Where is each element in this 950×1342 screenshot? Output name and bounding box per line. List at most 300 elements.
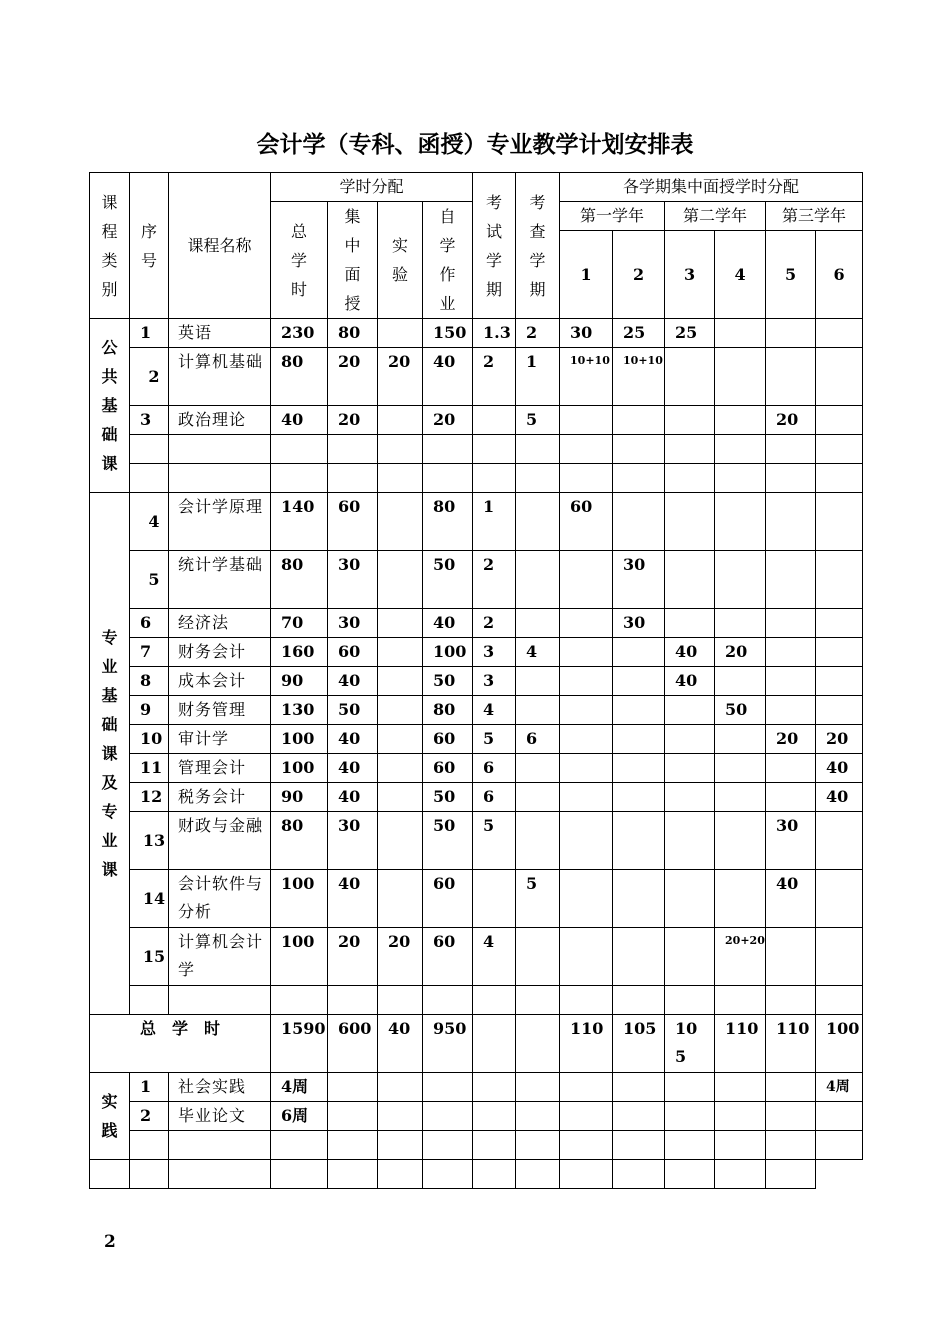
course-name-cell: 财政与金融	[169, 812, 271, 870]
cell-self: 80	[423, 696, 473, 725]
cell-face: 20	[328, 928, 378, 986]
cell-self: 50	[423, 812, 473, 870]
cell-t6	[816, 638, 863, 667]
cell-t3	[665, 348, 715, 406]
cell-exp	[378, 638, 423, 667]
cell-check: 6	[516, 725, 560, 754]
cell-face: 80	[328, 319, 378, 348]
course-name-cell: 成本会计	[169, 667, 271, 696]
table-row	[90, 1073, 863, 1102]
empty-cell	[665, 1160, 715, 1189]
total-t2: 105	[613, 1015, 665, 1073]
header-category: 课 程 类 别	[90, 173, 130, 319]
cell-check	[516, 696, 560, 725]
cell-exp	[378, 609, 423, 638]
table-row	[90, 638, 863, 667]
seq-cell: 12	[130, 783, 169, 812]
cell-t4	[715, 1102, 766, 1131]
seq-cell: 4	[130, 493, 169, 551]
empty-cell	[271, 464, 328, 493]
cell-t6	[816, 928, 863, 986]
cell-t2: 10+10	[613, 348, 665, 406]
cell-self: 40	[423, 348, 473, 406]
empty-cell	[271, 435, 328, 464]
header-face-teaching: 集 中 面 授	[328, 202, 378, 319]
seq-cell: 11	[130, 754, 169, 783]
seq-cell: 7	[130, 638, 169, 667]
cell-total: 100	[271, 870, 328, 928]
cell-check	[516, 1102, 560, 1131]
course-name-cell: 社会实践	[169, 1073, 271, 1102]
table-row	[90, 928, 863, 986]
cell-t1: 10+10	[560, 348, 613, 406]
cell-t6	[816, 667, 863, 696]
cell-t2	[613, 406, 665, 435]
cell-total: 160	[271, 638, 328, 667]
header-experiment: 实 验	[378, 202, 423, 319]
cell-total: 100	[271, 928, 328, 986]
seq-cell: 2	[130, 1102, 169, 1131]
total-check	[516, 1015, 560, 1073]
empty-cell	[766, 1131, 816, 1160]
cell-t6	[816, 319, 863, 348]
cell-self: 60	[423, 754, 473, 783]
cell-t2	[613, 493, 665, 551]
cell-exam	[473, 406, 516, 435]
cell-exp	[378, 725, 423, 754]
cell-total: 6周	[271, 1102, 328, 1131]
total-self: 950	[423, 1015, 473, 1073]
cell-check: 4	[516, 638, 560, 667]
seq-cell: 10	[130, 725, 169, 754]
course-name-cell: 计算机会计学	[169, 928, 271, 986]
cell-t5	[766, 754, 816, 783]
cell-face	[328, 1073, 378, 1102]
cell-t4: 20+20	[715, 928, 766, 986]
cell-t3	[665, 1102, 715, 1131]
course-name-cell: 审计学	[169, 725, 271, 754]
cell-face: 40	[328, 783, 378, 812]
cell-t6: 4周	[816, 1073, 863, 1102]
cell-self: 60	[423, 870, 473, 928]
cell-t1	[560, 609, 613, 638]
header-year1: 第一学年	[560, 202, 665, 231]
empty-cell	[130, 435, 169, 464]
cell-t5: 30	[766, 812, 816, 870]
cell-t5	[766, 1102, 816, 1131]
empty-cell	[816, 464, 863, 493]
header-check-term: 考 查 学 期	[516, 173, 560, 319]
cell-face: 30	[328, 551, 378, 609]
table-row	[90, 754, 863, 783]
seq-cell: 8	[130, 667, 169, 696]
cell-total: 130	[271, 696, 328, 725]
cell-t4	[715, 348, 766, 406]
header-term-1: 1	[560, 231, 613, 319]
cell-exam: 4	[473, 928, 516, 986]
header-total-hours: 总 学 时	[271, 202, 328, 319]
cell-t1	[560, 1102, 613, 1131]
empty-cell	[766, 435, 816, 464]
cell-t2: 30	[613, 609, 665, 638]
seq-cell: 14	[130, 870, 169, 928]
cell-t1: 60	[560, 493, 613, 551]
cell-t1	[560, 638, 613, 667]
cell-t5	[766, 348, 816, 406]
empty-cell	[130, 1160, 169, 1189]
header-hours-dist: 学时分配	[271, 173, 473, 202]
cell-t1	[560, 812, 613, 870]
cell-exam: 4	[473, 696, 516, 725]
table-row	[90, 319, 863, 348]
cell-check: 5	[516, 406, 560, 435]
empty-cell	[715, 1160, 766, 1189]
total-t1: 110	[560, 1015, 613, 1073]
empty-cell	[378, 986, 423, 1015]
cell-exam	[473, 1073, 516, 1102]
table-row	[90, 493, 863, 551]
cell-exp	[378, 783, 423, 812]
cell-t6	[816, 609, 863, 638]
cell-t4	[715, 667, 766, 696]
group-major: 专 业 基 础 课 及 专 业 课	[90, 493, 130, 1015]
empty-cell	[665, 464, 715, 493]
table-row	[90, 725, 863, 754]
empty-cell	[473, 1160, 516, 1189]
empty-cell	[766, 1160, 816, 1189]
cell-check: 1	[516, 348, 560, 406]
empty-row	[90, 986, 863, 1015]
cell-total: 90	[271, 667, 328, 696]
cell-exam: 3	[473, 638, 516, 667]
cell-t1	[560, 870, 613, 928]
header-year2: 第二学年	[665, 202, 766, 231]
cell-exp: 20	[378, 348, 423, 406]
cell-face: 60	[328, 638, 378, 667]
cell-t5	[766, 551, 816, 609]
cell-t6	[816, 696, 863, 725]
empty-cell	[90, 1160, 130, 1189]
group-practice: 实 践	[90, 1073, 130, 1160]
table-row	[90, 870, 863, 928]
cell-exam: 2	[473, 348, 516, 406]
empty-cell	[328, 464, 378, 493]
empty-cell	[423, 464, 473, 493]
cell-t4	[715, 783, 766, 812]
cell-self: 60	[423, 928, 473, 986]
cell-t4	[715, 725, 766, 754]
total-t4: 110	[715, 1015, 766, 1073]
cell-t3: 40	[665, 667, 715, 696]
course-name-cell: 管理会计	[169, 754, 271, 783]
cell-t3	[665, 551, 715, 609]
course-name-cell: 会计学原理	[169, 493, 271, 551]
cell-t5: 40	[766, 870, 816, 928]
cell-t6	[816, 493, 863, 551]
header-term-2: 2	[613, 231, 665, 319]
empty-cell	[169, 435, 271, 464]
cell-self: 50	[423, 667, 473, 696]
cell-exp	[378, 696, 423, 725]
cell-self: 50	[423, 551, 473, 609]
empty-cell	[130, 986, 169, 1015]
cell-t3: 25	[665, 319, 715, 348]
cell-check	[516, 667, 560, 696]
cell-t2	[613, 812, 665, 870]
cell-t2	[613, 696, 665, 725]
course-name-cell: 财务会计	[169, 638, 271, 667]
table-row	[90, 1102, 863, 1131]
group-public: 公 共 基 础 课	[90, 319, 130, 493]
cell-total: 90	[271, 783, 328, 812]
cell-exp	[378, 812, 423, 870]
cell-t2	[613, 1073, 665, 1102]
cell-check	[516, 1073, 560, 1102]
empty-cell	[665, 1131, 715, 1160]
cell-t5: 20	[766, 406, 816, 435]
cell-t1	[560, 783, 613, 812]
cell-t5	[766, 638, 816, 667]
cell-exam: 6	[473, 783, 516, 812]
empty-cell	[130, 464, 169, 493]
cell-t6	[816, 870, 863, 928]
table-row	[90, 348, 863, 406]
cell-t1: 30	[560, 319, 613, 348]
empty-row	[90, 1131, 863, 1160]
cell-face: 40	[328, 667, 378, 696]
empty-cell	[613, 1131, 665, 1160]
header-term-dist: 各学期集中面授学时分配	[560, 173, 863, 202]
empty-cell	[516, 986, 560, 1015]
empty-cell	[665, 986, 715, 1015]
cell-t6	[816, 406, 863, 435]
empty-cell	[169, 1131, 271, 1160]
cell-check	[516, 551, 560, 609]
cell-t1	[560, 725, 613, 754]
seq-cell: 2	[130, 348, 169, 406]
cell-t1	[560, 754, 613, 783]
cell-t6	[816, 551, 863, 609]
cell-t4: 20	[715, 638, 766, 667]
empty-cell	[816, 986, 863, 1015]
header-term-4: 4	[715, 231, 766, 319]
cell-t5	[766, 696, 816, 725]
cell-t3	[665, 928, 715, 986]
empty-cell	[271, 1131, 328, 1160]
empty-cell	[715, 986, 766, 1015]
cell-t5: 20	[766, 725, 816, 754]
cell-t4: 50	[715, 696, 766, 725]
total-total: 1590	[271, 1015, 328, 1073]
cell-check	[516, 754, 560, 783]
cell-exam: 5	[473, 812, 516, 870]
cell-total: 70	[271, 609, 328, 638]
empty-cell	[378, 464, 423, 493]
cell-exam: 2	[473, 551, 516, 609]
empty-cell	[423, 435, 473, 464]
total-face: 600	[328, 1015, 378, 1073]
empty-cell	[613, 986, 665, 1015]
header-self-study: 自 学 作 业	[423, 202, 473, 319]
cell-t2	[613, 754, 665, 783]
empty-cell	[516, 1131, 560, 1160]
header-term-5: 5	[766, 231, 816, 319]
empty-cell	[516, 1160, 560, 1189]
cell-t3	[665, 696, 715, 725]
cell-face: 30	[328, 812, 378, 870]
cell-exp	[378, 551, 423, 609]
cell-t3	[665, 783, 715, 812]
table-row	[90, 696, 863, 725]
cell-t2: 30	[613, 551, 665, 609]
cell-total: 80	[271, 551, 328, 609]
empty-cell	[516, 464, 560, 493]
table-row	[90, 551, 863, 609]
empty-cell	[766, 986, 816, 1015]
cell-check: 2	[516, 319, 560, 348]
total-t5: 110	[766, 1015, 816, 1073]
cell-t5	[766, 928, 816, 986]
cell-self: 40	[423, 609, 473, 638]
cell-face	[328, 1102, 378, 1131]
course-name-cell: 计算机基础	[169, 348, 271, 406]
cell-exp	[378, 319, 423, 348]
header-term-3: 3	[665, 231, 715, 319]
total-t3: 105	[665, 1015, 715, 1073]
cell-total: 230	[271, 319, 328, 348]
totals-label: 总 学 时	[90, 1015, 271, 1073]
cell-exam	[473, 870, 516, 928]
cell-t4	[715, 870, 766, 928]
cell-t1	[560, 551, 613, 609]
cell-t6: 40	[816, 783, 863, 812]
cell-check	[516, 783, 560, 812]
cell-t3	[665, 406, 715, 435]
cell-t4	[715, 493, 766, 551]
course-name-cell: 政治理论	[169, 406, 271, 435]
cell-t6: 20	[816, 725, 863, 754]
cell-t6	[816, 812, 863, 870]
header-year3: 第三学年	[766, 202, 863, 231]
cell-t2	[613, 783, 665, 812]
cell-total: 80	[271, 812, 328, 870]
header-course-name: 课程名称	[169, 173, 271, 319]
empty-cell	[271, 986, 328, 1015]
cell-face: 30	[328, 609, 378, 638]
cell-t6	[816, 1102, 863, 1131]
cell-t3	[665, 1073, 715, 1102]
seq-cell: 13	[130, 812, 169, 870]
cell-t5	[766, 493, 816, 551]
empty-cell	[378, 435, 423, 464]
total-t6: 100	[816, 1015, 863, 1073]
table-row	[90, 667, 863, 696]
cell-t4	[715, 406, 766, 435]
empty-cell	[169, 1160, 271, 1189]
empty-cell	[516, 435, 560, 464]
cell-t5	[766, 783, 816, 812]
empty-cell	[715, 464, 766, 493]
cell-t4	[715, 812, 766, 870]
cell-exp	[378, 493, 423, 551]
cell-total: 140	[271, 493, 328, 551]
empty-cell	[613, 1160, 665, 1189]
cell-t2	[613, 667, 665, 696]
cell-face: 60	[328, 493, 378, 551]
cell-total: 40	[271, 406, 328, 435]
empty-cell	[560, 1160, 613, 1189]
seq-cell: 9	[130, 696, 169, 725]
cell-exam: 1	[473, 493, 516, 551]
cell-t3	[665, 609, 715, 638]
seq-cell: 6	[130, 609, 169, 638]
cell-total: 100	[271, 725, 328, 754]
cell-t1	[560, 928, 613, 986]
empty-cell	[378, 1131, 423, 1160]
cell-exp	[378, 754, 423, 783]
empty-cell	[715, 435, 766, 464]
empty-cell	[766, 464, 816, 493]
empty-cell	[328, 1131, 378, 1160]
cell-exp	[378, 406, 423, 435]
cell-check: 5	[516, 870, 560, 928]
cell-t4	[715, 609, 766, 638]
course-name-cell: 经济法	[169, 609, 271, 638]
header-term-6: 6	[816, 231, 863, 319]
cell-t6: 40	[816, 754, 863, 783]
course-name-cell: 会计软件与分析	[169, 870, 271, 928]
cell-t2	[613, 870, 665, 928]
empty-cell	[473, 986, 516, 1015]
empty-cell	[473, 464, 516, 493]
cell-t3	[665, 754, 715, 783]
cell-face: 40	[328, 754, 378, 783]
cell-t5	[766, 319, 816, 348]
empty-row	[90, 1160, 863, 1189]
cell-self	[423, 1102, 473, 1131]
cell-exam	[473, 1102, 516, 1131]
cell-self: 20	[423, 406, 473, 435]
cell-t2	[613, 638, 665, 667]
empty-cell	[613, 464, 665, 493]
totals-row	[90, 1015, 863, 1073]
course-name-cell: 毕业论文	[169, 1102, 271, 1131]
cell-t5	[766, 1073, 816, 1102]
cell-t1	[560, 406, 613, 435]
cell-t2: 25	[613, 319, 665, 348]
cell-exam: 3	[473, 667, 516, 696]
empty-row	[90, 435, 863, 464]
course-name-cell: 英语	[169, 319, 271, 348]
page-number: 2	[104, 1232, 116, 1252]
cell-self	[423, 1073, 473, 1102]
empty-cell	[473, 1131, 516, 1160]
course-name-cell: 财务管理	[169, 696, 271, 725]
cell-exp	[378, 1102, 423, 1131]
cell-self: 100	[423, 638, 473, 667]
cell-exp	[378, 667, 423, 696]
cell-t5	[766, 609, 816, 638]
cell-exp: 20	[378, 928, 423, 986]
cell-t2	[613, 1102, 665, 1131]
empty-cell	[423, 1131, 473, 1160]
cell-t5	[766, 667, 816, 696]
page-title: 会计学（专科、函授）专业教学计划安排表	[256, 131, 694, 158]
empty-cell	[328, 435, 378, 464]
empty-cell	[715, 1131, 766, 1160]
cell-total: 80	[271, 348, 328, 406]
cell-check	[516, 928, 560, 986]
